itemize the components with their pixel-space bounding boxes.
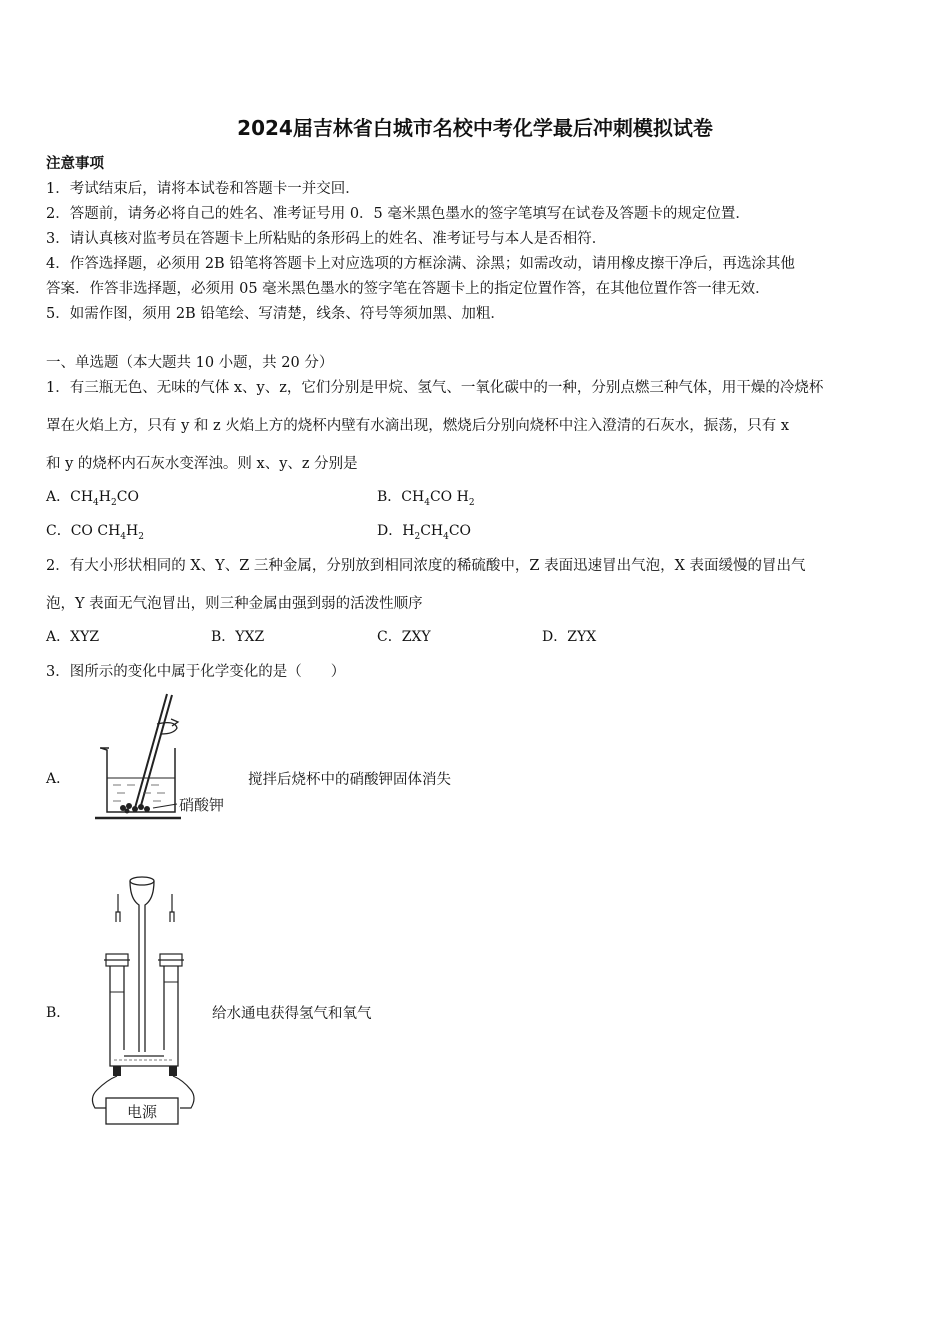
q2-option-b[interactable]: B．YXZ [211,629,265,645]
q1-stem-line: 和 y 的烧杯内石灰水变浑浊。则 x、y、z 分别是 [46,456,358,472]
notice-heading: 注意事项 [46,155,104,172]
notice-item: 2．答题前，请务必将自己的姓名、准考证号用 0．5 毫米黑色墨水的签字笔填写在试卷及答题卡的规定位置． [46,206,750,222]
figure-label-power-source: 电源 [126,1103,158,1121]
q1-option-a[interactable]: A．$CH_4H_2CO$ [46,489,139,508]
beaker-figure [95,690,245,830]
notice-item: 1．考试结束后，请将本试卷和答题卡一并交回． [46,181,360,197]
q1-option-b[interactable]: B．$CH_4CO$ $H_2$ [377,489,475,508]
page-title: 2024届吉林省白城市名校中考化学最后冲刺模拟试卷 [237,116,713,140]
q2-stem-line: 2．有大小形状相同的 X、Y、Z 三种金属，分别放到相同浓度的稀硫酸中，Z 表面迅速冒出气泡，X 表面缓慢的冒出气 [46,558,806,574]
q2-option-d[interactable]: D．ZYX [542,629,597,645]
q3-option-b-text: 给水通电获得氢气和氧气 [212,1006,372,1022]
q1-stem-line: 1．有三瓶无色、无味的气体 x、y、z，它们分别是甲烷、氢气、一氧化碳中的一种，分别点燃三种气体，用干燥的冷烧杯 [46,380,824,396]
q3-stem: 3．图所示的变化中属于化学变化的是（ ） [46,664,346,680]
q2-option-c[interactable]: C．ZXY [377,629,431,645]
figure-label-potassium-nitrate: 硝酸钾 [179,796,225,814]
section-heading: 一、单选题（本大题共 10 小题，共 20 分） [46,355,334,371]
notice-item: 4．作答选择题，必须用 2B 铅笔将答题卡上对应选项的方框涂满、涂黑；如需改动，请用橡皮擦干净后，再选涂其他 [46,256,795,272]
q3-option-a-label[interactable]: A． [46,771,71,787]
q2-option-a[interactable]: A．XYZ [46,629,100,645]
q3-option-a-text: 搅拌后烧杯中的硝酸钾固体消失 [248,772,451,788]
electrolysis-figure [84,872,214,1130]
notice-item: 5．如需作图，须用 2B 铅笔绘、写清楚，线条、符号等须加黑、加粗． [46,306,505,322]
q1-stem-line: 罩在火焰上方，只有 y 和 z 火焰上方的烧杯内壁有水滴出现，燃烧后分别向烧杯中注入澄清的石灰水，振荡，只有 x [46,418,790,434]
q2-stem-line: 泡，Y 表面无气泡冒出，则三种金属由强到弱的活泼性顺序 [46,596,423,612]
q3-option-b-label[interactable]: B． [46,1005,71,1021]
notice-item: 3．请认真核对监考员在答题卡上所粘贴的条形码上的姓名、准考证号与本人是否相符． [46,231,607,247]
q1-option-d[interactable]: D．$H_2CH_4CO$ [377,523,472,542]
q1-option-c[interactable]: C．CO $CH_4H_2$ [46,523,144,542]
notice-item: 答案．作答非选择题，必须用 05 毫米黑色墨水的签字笔在答题卡上的指定位置作答，在其他位置作答一律无效． [46,281,770,297]
